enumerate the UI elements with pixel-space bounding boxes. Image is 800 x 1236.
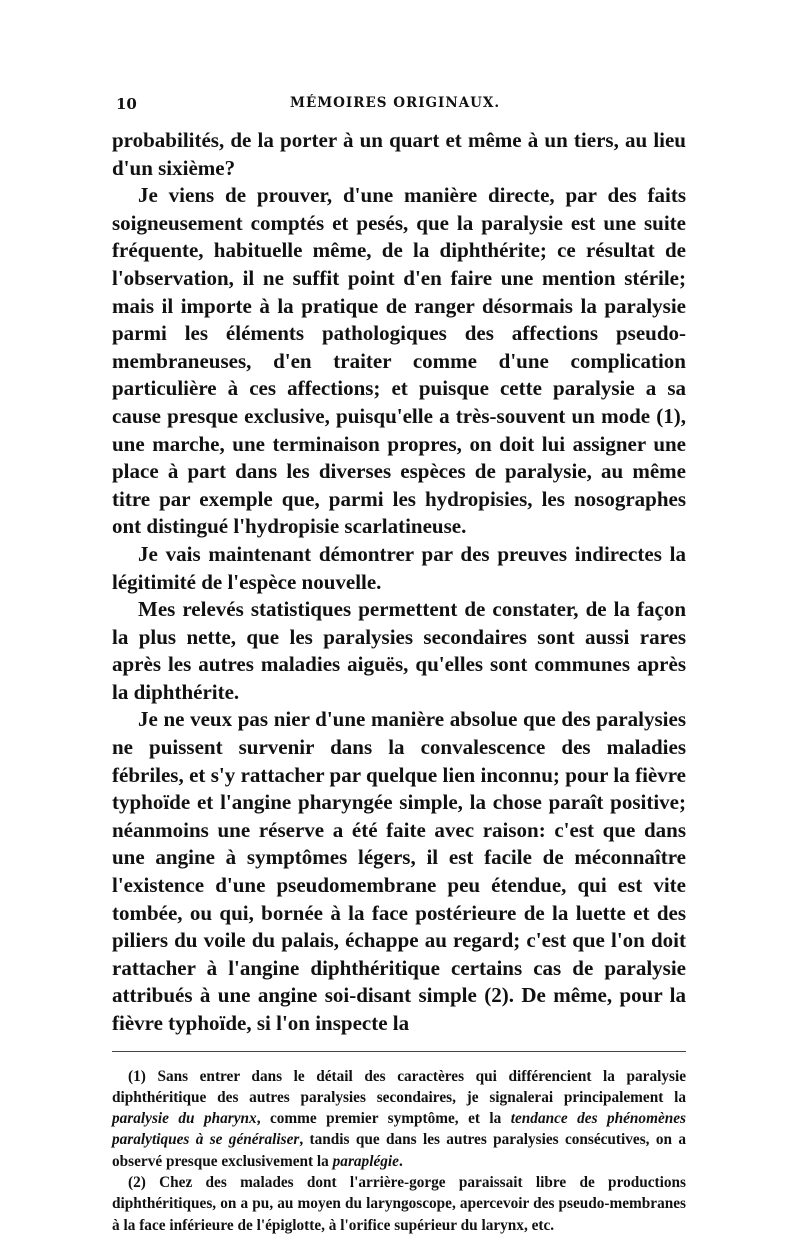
running-title: MÉMOIRES ORIGINAUX. [290, 95, 501, 111]
paragraph-1 [112, 127, 686, 182]
footnote-2-marker: (2) [128, 1174, 146, 1192]
paragraph-4 [112, 596, 686, 706]
paragraph-5-text-a: Je ne veux pas nier d'une manière absolue que des paralysies ne puissent survenir dans la convalescence des maladies fébriles, et s'y rattacher par quelque lien inconnu; pour la fièvre typhoïde et l'angine pharyngée simple, la chose paraît positive; néanmoins une réserve a été faite avec raison: c'est que dans une angine à symptômes légers, il est facile de méconnaître l'existence d'une pseudomembrane peu étendue, qui est vite tombée, ou qui, bornée à la face postérieure de la luette et des piliers du voile du palais, échappe au regard; c'est que l'on doit rattacher à l'angine diphthéritique certains cas de paralysie attribués à une angine soi-disant simple [112, 707, 686, 1008]
footnote-ref-2: (2) [484, 983, 509, 1008]
page-number: 10 [116, 95, 137, 113]
footnote-1-text-c: , tandis que dans les autres paralysies consécutives, on a observé presque exclusivement la [112, 1131, 687, 1170]
footnote-1-emphasis-2: tendance des phénomènes paralytiques à se généraliser [112, 1110, 687, 1149]
page-header [112, 95, 686, 121]
footnote-1-emphasis-3: paraplégie [332, 1152, 399, 1170]
paragraph-2 [112, 182, 686, 541]
paragraph-2-text-b: , une marche, une terminaison propres, on doit lui assigner une place à part dans les diverses espèces de paralysie, au même titre par exemple que, parmi les hydropisies, les nosographes ont distingué l'hydropisie scarlatineuse. [112, 403, 686, 539]
paragraph-3 [112, 541, 686, 596]
paragraph-5-text-b: . De même, pour la fièvre typhoïde, si l'on inspecte la [112, 983, 686, 1035]
paragraph-4-text: Mes relevés statistiques permettent de constater, de la façon la plus nette, que les paralysies secondaires sont aussi rares après les autres maladies aiguës, qu'elles sont communes après la diphthérite. [112, 597, 686, 704]
book-page [112, 95, 686, 1236]
paragraph-5 [112, 706, 686, 1037]
main-text [112, 127, 686, 1038]
footnote-1-text-d: . [398, 1152, 403, 1170]
footnote-1-text-b: , comme premier symptôme, et la [256, 1110, 502, 1128]
footnote-1-text-a: Sans entrer dans le détail des caractères qui différencient la paralysie diphthéritique des autres paralysies secondaires, je signalerai principalement la [112, 1067, 687, 1106]
footnote-2 [112, 1172, 686, 1236]
paragraph-2-text-a: Je viens de prouver, d'une manière directe, par des faits soigneusement comptés et pesés, que la paralysie est une suite fréquente, habituelle même, de la diphthérite; ce résultat de l'observation, il ne suffit point d'en faire une mention stérile; mais il importe à la pratique de ranger désormais la paralysie parmi les éléments pathologiques des affections pseudo-membraneuses, d'en traiter comme d'une complication particulière à ces affections; et puisque cette paralysie a sa cause presque exclusive, puisqu'elle a très-souvent un mode [112, 183, 686, 428]
footnote-2-text: Chez des malades dont l'arrière-gorge paraissait libre de productions diphthéritiques, on a pu, au moyen du laryngoscope, apercevoir des pseudo-membranes à la face inférieure de l'épiglotte, à l'orifice supérieur du larynx, etc. [112, 1174, 686, 1234]
footnote-1 [112, 1066, 686, 1172]
paragraph-3-text: Je vais maintenant démontrer par des preuves indirectes la légitimité de l'espèce nouvelle. [112, 541, 686, 594]
footnote-divider [112, 1051, 686, 1052]
paragraph-1-text: probabilités, de la porter à un quart et même à un tiers, au lieu d'un sixième? [112, 128, 686, 180]
footnote-1-marker: (1) [128, 1067, 146, 1085]
footnote-ref-1: (1) [656, 403, 681, 428]
footnote-1-emphasis-1: paralysie du pharynx [112, 1110, 257, 1128]
footnotes [112, 1066, 686, 1236]
